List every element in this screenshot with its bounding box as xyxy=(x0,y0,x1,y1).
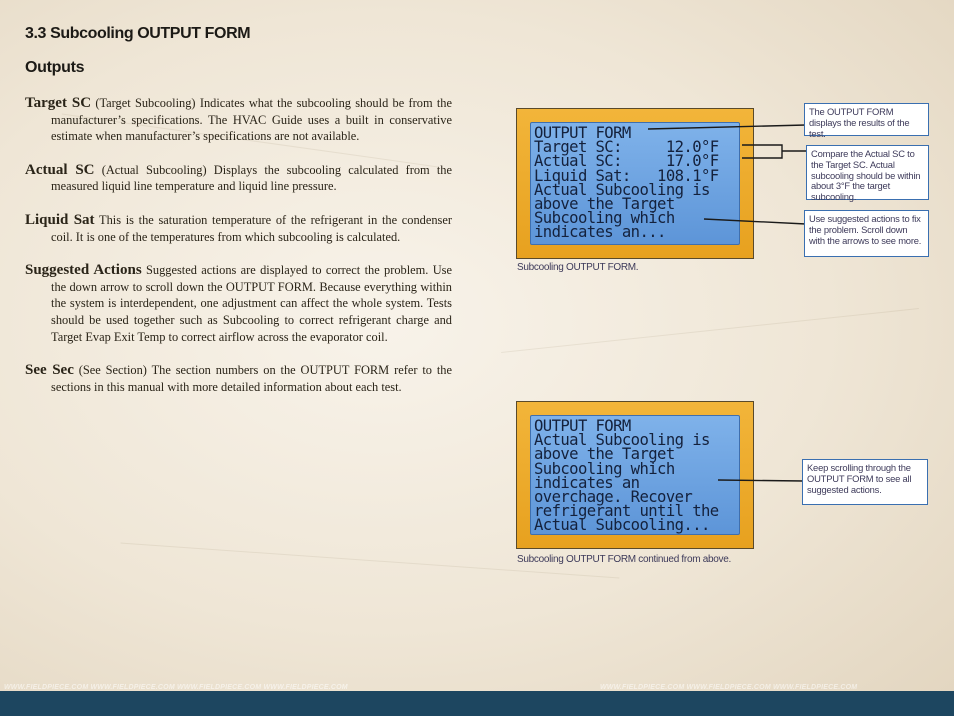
definition-term: Suggested Actions xyxy=(25,262,142,279)
footer-url-watermark: WWW.FIELDPIECE.COM WWW.FIELDPIECE.COM WWW.FIELDPIECE.COM xyxy=(600,684,858,691)
definition-text: Suggested actions are displayed to correct the problem. Use the down arrow to scroll down the OUTPUT FORM. Because everything within the system is interdependent, one adjustment can affect the whole system. Tests should be used together such as Subcooling to correct refrigerant charge and Target Evap Exit Temp to correct airflow across the evaporator coil. xyxy=(51,263,452,344)
outputs-heading: Outputs xyxy=(25,59,85,76)
callout-output-form: The OUTPUT FORM displays the results of the test. xyxy=(804,103,929,136)
definition-text: Displays the subcooling calculated from the measured liquid line temperature and liquid line pressure. xyxy=(51,162,452,194)
section-title: 3.3 Subcooling OUTPUT FORM xyxy=(25,25,251,42)
definition-abbr: (Actual Subcooling) xyxy=(101,162,207,177)
lcd-line: refrigerant until the xyxy=(534,502,719,521)
leader-line xyxy=(718,480,804,481)
lcd-line: indicates an xyxy=(534,473,640,492)
definition-abbr: (Target Subcooling) xyxy=(95,96,196,110)
callout-compare-sc: Compare the Actual SC to the Target SC. Actual subcooling should be within about 3°F the target subcooling. xyxy=(806,145,929,200)
lcd-line: overchage. Recover xyxy=(534,488,693,507)
definition-text: Indicates what the subcooling should be from the manufacturer’s specifications. The HVAC Guide uses a built in conservative estimate when manufacturer’s specifications are not available. xyxy=(51,96,452,144)
lcd-line: OUTPUT FORM xyxy=(534,124,631,142)
definition-text: The section numbers on the OUTPUT FORM refer to the sections in this manual with more detailed information about each test. xyxy=(51,363,452,394)
definition-term: See Sec xyxy=(25,362,74,379)
definition-term: Target SC xyxy=(25,95,92,111)
definition-text: This is the saturation temperature of the refrigerant in the condenser coil. It is one of the temperatures from which subcooling is calculated. xyxy=(51,212,452,244)
footer-url-watermark: WWW.FIELDPIECE.COM WWW.FIELDPIECE.COM WWW.FIELDPIECE.COM WWW.FIELDPIECE.COM xyxy=(4,684,348,691)
lcd-line: Target SC: 12.0°F xyxy=(534,138,719,157)
definition-abbr: (See Section) xyxy=(78,363,147,378)
leader-line xyxy=(648,125,806,129)
lcd-line: Actual SC: 17.0°F xyxy=(534,152,719,171)
lcd-line: Actual Subcooling is xyxy=(534,431,710,450)
lcd-line: Actual Subcooling... xyxy=(534,516,710,535)
lcd-line: Subcooling which xyxy=(534,459,675,478)
leader-line xyxy=(704,219,806,224)
lcd-line: Subcooling which xyxy=(534,209,675,228)
lcd-line: above the Target xyxy=(534,195,675,214)
caption-screen-1: Subcooling OUTPUT FORM. xyxy=(517,262,639,273)
callout-keep-scrolling: Keep scrolling through the OUTPUT FORM to see all suggested actions. xyxy=(802,459,928,505)
lcd-line: indicates an... xyxy=(534,223,666,242)
lcd-line: Actual Subcooling is xyxy=(534,180,710,199)
lcd-line: above the Target xyxy=(534,445,675,464)
footer-bar xyxy=(0,691,954,716)
definition-term: Liquid Sat xyxy=(25,211,95,228)
lcd-line: OUTPUT FORM xyxy=(534,417,631,435)
callout-suggested-actions: Use suggested actions to fix the problem. Scroll down with the arrows to see more. xyxy=(804,210,929,257)
leader-bracket xyxy=(742,145,782,158)
caption-screen-2: Subcooling OUTPUT FORM continued from above. xyxy=(517,554,731,565)
lcd-line: Liquid Sat: 108.1°F xyxy=(534,166,719,185)
definition-term: Actual SC xyxy=(25,161,95,178)
